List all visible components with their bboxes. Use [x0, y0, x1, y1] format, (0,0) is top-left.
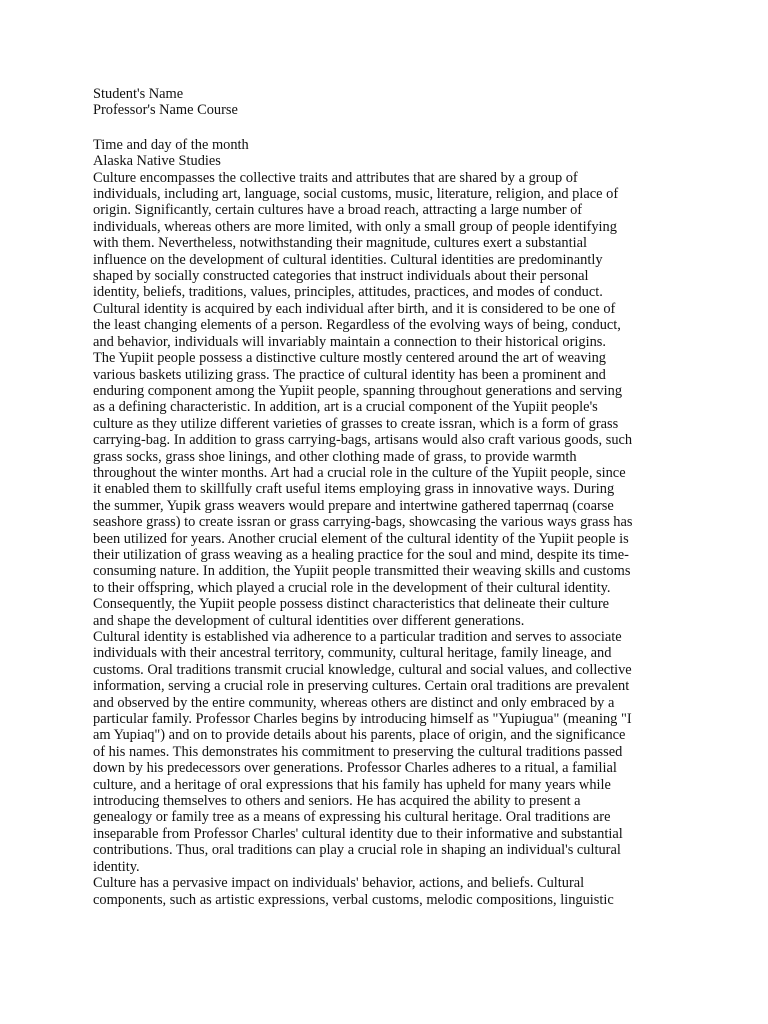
text-line: am Yupiaq") and on to provide details about his parents, place of origin, and the significance: [93, 727, 626, 744]
text-line: individuals with their ancestral territory, community, cultural heritage, family lineage, and: [93, 645, 612, 662]
text-line: and observed by the entire community, whereas others are distinct and only embraced by a: [93, 694, 615, 711]
text-line: seashore grass) to create issran or grass carrying-bags, showcasing the various ways grass has: [93, 514, 633, 531]
text-line: throughout the winter months. Art had a crucial role in the culture of the Yupiit people, since: [93, 464, 626, 481]
text-line: culture, and a heritage of oral expressions that his family has upheld for many years while: [93, 776, 611, 793]
text-line: shaped by socially constructed categories that instruct individuals about their personal: [93, 268, 589, 285]
text-line: the summer, Yupik grass weavers would prepare and intertwine gathered taperrnaq (coarse: [93, 497, 614, 514]
date-line: Time and day of the month: [93, 136, 249, 153]
document-title: Alaska Native Studies: [93, 153, 221, 170]
text-line: and shape the development of cultural identities over different generations.: [93, 612, 525, 629]
text-line: various baskets utilizing grass. The practice of cultural identity has been a prominent and: [93, 366, 606, 383]
text-line: down by his predecessors over generations. Professor Charles adheres to a ritual, a familial: [93, 760, 617, 777]
text-line: Consequently, the Yupiit people possess distinct characteristics that delineate their culture: [93, 596, 610, 613]
text-line: been utilized for years. Another crucial element of the cultural identity of the Yupiit people is: [93, 530, 629, 547]
paragraph: [93, 170, 678, 350]
text-line: particular family. Professor Charles begins by introducing himself as "Yupiugua" (meaning "I: [93, 711, 632, 728]
text-line: origin. Significantly, certain cultures have a broad reach, attracting a large number of: [93, 202, 583, 219]
essay-body: [93, 170, 678, 908]
paragraph: [93, 875, 678, 908]
text-line: Cultural identity is acquired by each individual after birth, and it is considered to be one of: [93, 300, 616, 317]
text-line: influence on the development of cultural identities. Cultural identities are predominantly: [93, 251, 603, 268]
text-line: of his names. This demonstrates his commitment to preserving the cultural traditions passed: [93, 743, 623, 760]
text-line: inseparable from Professor Charles' cultural identity due to their informative and substantial: [93, 825, 623, 842]
text-line: the least changing elements of a person. Regardless of the evolving ways of being, conduct,: [93, 317, 621, 334]
text-line: Culture has a pervasive impact on individuals' behavior, actions, and beliefs. Cultural: [93, 875, 585, 892]
paragraph: [93, 350, 678, 629]
text-line: their utilization of grass weaving as a healing practice for the soul and mind, despite its time-: [93, 546, 629, 563]
text-line: Culture encompasses the collective traits and attributes that are shared by a group of: [93, 169, 578, 186]
text-line: individuals, including art, language, social customs, music, literature, religion, and place of: [93, 186, 619, 203]
text-line: components, such as artistic expressions, verbal customs, melodic compositions, linguistic: [93, 891, 614, 908]
student-name: Student's Name: [93, 86, 184, 102]
text-line: with them. Nevertheless, notwithstanding their magnitude, cultures exert a substantial: [93, 235, 587, 252]
header-spacer: [93, 119, 678, 137]
text-line: to their offspring, which played a crucial role in the development of their cultural identity.: [93, 579, 611, 596]
paragraph: [93, 629, 678, 875]
text-line: contributions. Thus, oral traditions can play a crucial role in shaping an individual's cultural: [93, 842, 621, 859]
text-line: grass socks, grass shoe linings, and other clothing made of grass, to provide warmth: [93, 448, 577, 465]
text-line: identity, beliefs, traditions, values, principles, attitudes, practices, and modes of conduct.: [93, 284, 603, 301]
text-line: information, serving a crucial role in preserving cultures. Certain oral traditions are prevalent: [93, 678, 630, 695]
text-line: individuals, whereas others are more limited, with only a small group of people identifying: [93, 218, 617, 235]
text-line: customs. Oral traditions transmit crucial knowledge, cultural and social values, and collective: [93, 661, 632, 678]
text-line: Cultural identity is established via adherence to a particular tradition and serves to associate: [93, 629, 622, 645]
text-line: carrying-bag. In addition to grass carrying-bags, artisans would also craft various goods, such: [93, 432, 633, 449]
text-line: as a defining characteristic. In addition, art is a crucial component of the Yupiit people's: [93, 399, 598, 416]
text-line: enduring component among the Yupiit people, spanning throughout generations and serving: [93, 382, 623, 399]
text-line: consuming nature. In addition, the Yupiit people transmitted their weaving skills and customs: [93, 563, 631, 580]
text-line: introducing themselves to others and seniors. He has acquired the ability to present a: [93, 793, 581, 810]
text-line: culture as they utilize different varieties of grasses to create issran, which is a form of grass: [93, 415, 619, 432]
text-line: it enabled them to skillfully craft useful items employing grass in innovative ways. During: [93, 481, 615, 498]
document-page: [93, 86, 678, 908]
professor-course: Professor's Name Course: [93, 102, 238, 119]
text-line: and behavior, individuals will invariably maintain a connection to their historical origins.: [93, 333, 606, 350]
text-line: genealogy or family tree as a means of expressing his cultural heritage. Oral traditions are: [93, 809, 611, 826]
text-line: The Yupiit people possess a distinctive culture mostly centered around the art of weaving: [93, 350, 606, 367]
text-line: identity.: [93, 858, 140, 875]
